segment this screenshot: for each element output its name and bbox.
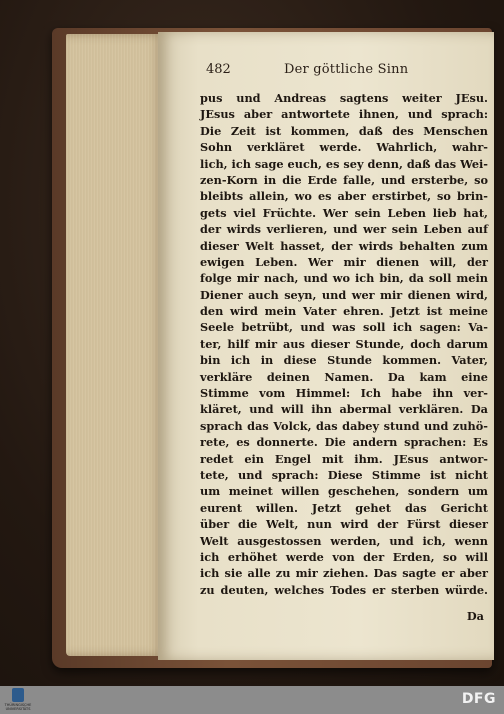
text-line: dieser Welt hasset, der wirds behalten zum — [200, 238, 488, 253]
text-line: ich erhöhet werde von der Erden, so will — [200, 549, 488, 564]
book-page — [158, 32, 494, 660]
text-line: zu deuten, welches Todes er sterben würde. — [200, 582, 488, 597]
text-line: sprach das Volck, das dabey stund und zuhö- — [200, 418, 488, 433]
catchword: Da — [466, 609, 484, 623]
text-line: der wirds verlieren, und wer sein Leben auf — [200, 222, 488, 237]
dfg-logo: DFG — [461, 691, 496, 707]
text-line: folge mir nach, und wo ich bin, da soll mein — [200, 271, 488, 286]
text-line: Seele betrübt, und was soll ich sagen: Va- — [200, 320, 488, 335]
text-line: verkläre deinen Namen. Da kam eine — [200, 369, 488, 384]
text-line: Welt ausgestossen werden, und ich, wenn — [200, 533, 488, 548]
running-head: Der göttliche Sinn — [284, 62, 409, 77]
text-line: bleibts allein, wo es aber erstirbet, so brin- — [200, 189, 488, 204]
page-header — [206, 62, 484, 80]
text-line: tete, und sprach: Diese Stimme ist nicht — [200, 467, 488, 482]
text-line: gets viel Früchte. Wer sein Leben lieb hat, — [200, 205, 488, 220]
text-line: lich, ich sage euch, es sey denn, daß das Wei- — [200, 156, 488, 171]
text-line: pus und Andreas sagtens weiter JEsu. — [200, 91, 488, 105]
library-logo — [4, 688, 32, 712]
text-line: redet ein Engel mit ihm. JEsus antwor- — [200, 451, 488, 466]
body-text — [200, 90, 488, 598]
library-emblem-icon — [12, 688, 24, 702]
text-line: um meinet willen geschehen, sondern um — [200, 484, 488, 499]
text-line: Stimme vom Himmel: Ich habe ihn ver- — [200, 386, 488, 401]
text-line: ewigen Leben. Wer mir dienen will, der — [200, 254, 488, 269]
text-line: bin ich in diese Stunde kommen. Vater, — [200, 353, 488, 368]
text-line: rete, es donnerte. Die andern sprachen: Es — [200, 435, 488, 450]
text-line: den wird mein Vater ehren. Jetzt ist meine — [200, 304, 488, 319]
text-line: zen-Korn in die Erde falle, und ersterbe, so — [200, 172, 488, 187]
text-line: ter, hilf mir aus dieser Stunde, doch darum — [200, 336, 488, 351]
page-number: 482 — [206, 62, 231, 77]
text-line: kläret, und will ihn abermal verklären. Da — [200, 402, 488, 417]
viewer-footer — [0, 686, 504, 714]
text-line: Die Zeit ist kommen, daß des Menschen — [200, 123, 488, 138]
text-line: eurent willen. Jetzt gehet das Gericht — [200, 500, 488, 515]
text-line: JEsus aber antwortete ihnen, und sprach: — [200, 107, 488, 122]
text-line: über die Welt, nun wird der Fürst dieser — [200, 517, 488, 532]
text-line: Sohn verkläret werde. Wahrlich, wahr- — [200, 140, 488, 155]
text-line: ich sie alle zu mir ziehen. Das sagte er aber — [200, 566, 488, 581]
text-line: Diener auch seyn, und wer mir dienen wird, — [200, 287, 488, 302]
page-edges — [66, 34, 164, 656]
library-logo-caption: THÜRINGISCHE UNIVERSITÄTS — [4, 703, 32, 711]
